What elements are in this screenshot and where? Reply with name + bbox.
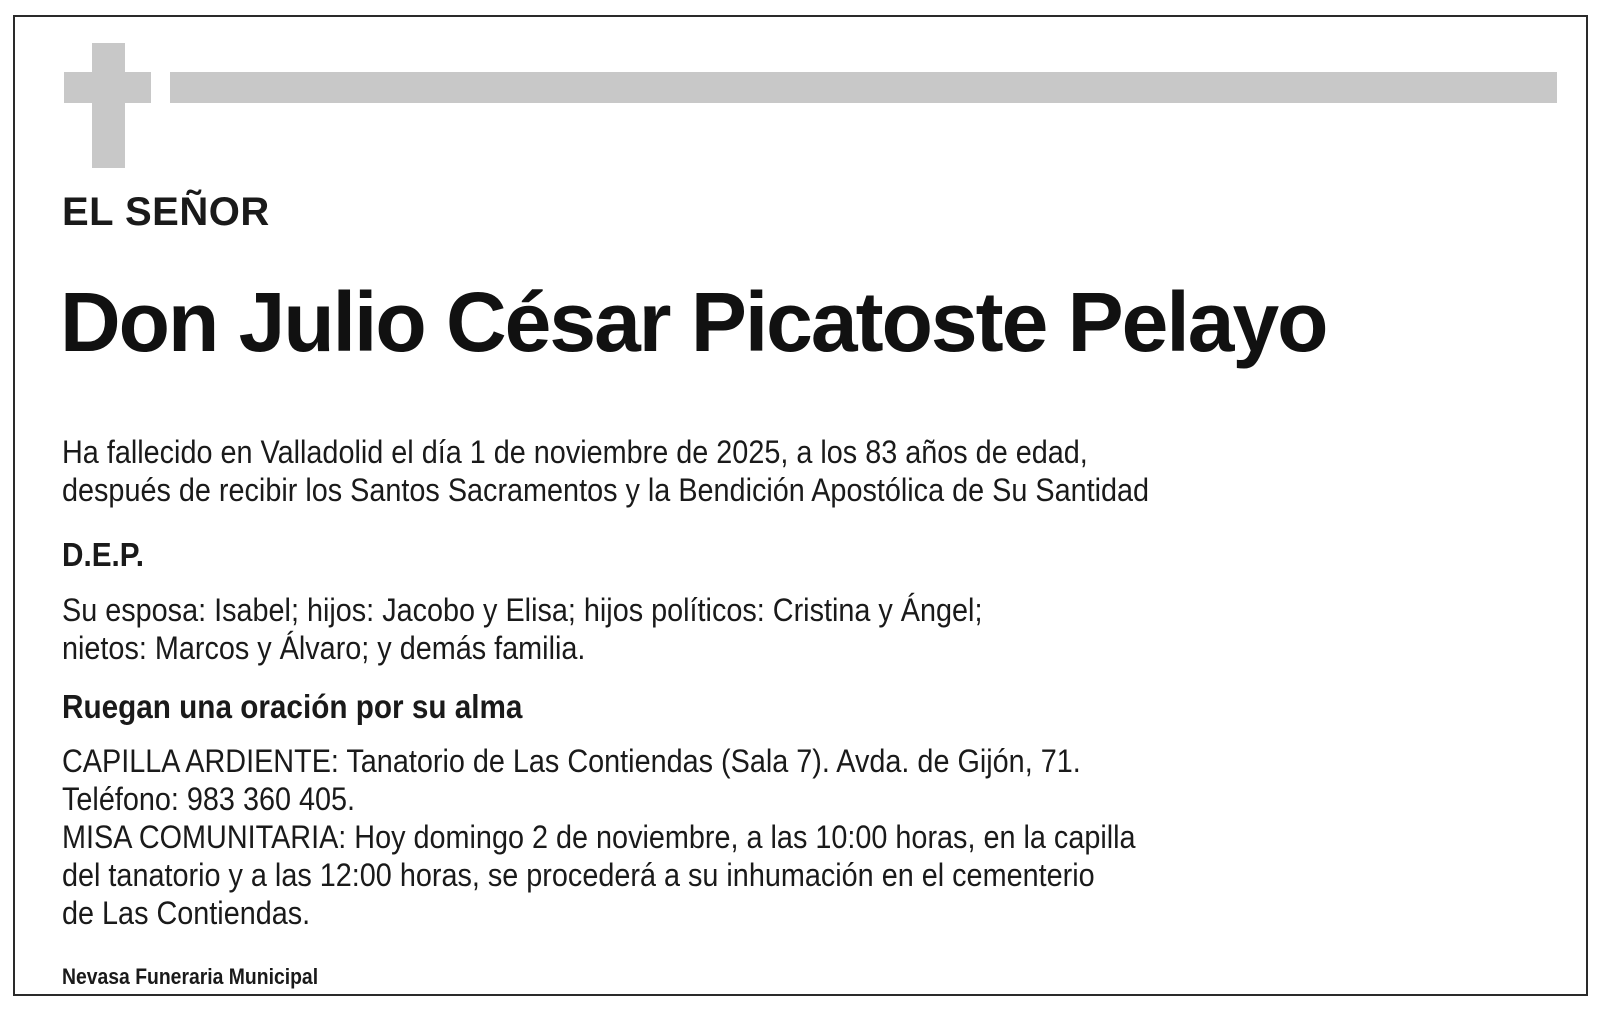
funeral-details xyxy=(62,742,1136,932)
details-line: de Las Contiendas. xyxy=(62,895,311,931)
funeral-home-credit: Nevasa Funeraria Municipal xyxy=(62,964,319,989)
deceased-name: Don Julio César Picatoste Pelayo xyxy=(60,275,1327,369)
header-rule xyxy=(170,72,1557,103)
announcement-line: Ha fallecido en Valladolid el día 1 de noviembre de 2025, a los 83 años de edad, xyxy=(62,434,1088,470)
cross-vertical-bar xyxy=(92,43,125,168)
family-paragraph xyxy=(62,591,982,667)
honorific: EL SEÑOR xyxy=(62,190,270,234)
cross-horizontal-bar xyxy=(64,72,151,103)
family-line: nietos: Marcos y Álvaro; y demás familia. xyxy=(62,630,586,666)
announcement-line: después de recibir los Santos Sacramentos y la Bendición Apostólica de Su Santidad xyxy=(62,472,1150,508)
details-line: del tanatorio y a las 12:00 horas, se procederá a su inhumación en el cementerio xyxy=(62,857,1095,893)
announcement-paragraph xyxy=(62,433,1149,509)
details-line: CAPILLA ARDIENTE: Tanatorio de Las Contiendas (Sala 7). Avda. de Gijón, 71. xyxy=(62,743,1081,779)
family-line: Su esposa: Isabel; hijos: Jacobo y Elisa; hijos políticos: Cristina y Ángel; xyxy=(62,592,983,628)
prayer-request: Ruegan una oración por su alma xyxy=(62,688,523,725)
rip-label: D.E.P. xyxy=(62,536,144,573)
details-line: MISA COMUNITARIA: Hoy domingo 2 de noviembre, a las 10:00 horas, en la capilla xyxy=(62,819,1136,855)
details-line: Teléfono: 983 360 405. xyxy=(62,781,356,817)
